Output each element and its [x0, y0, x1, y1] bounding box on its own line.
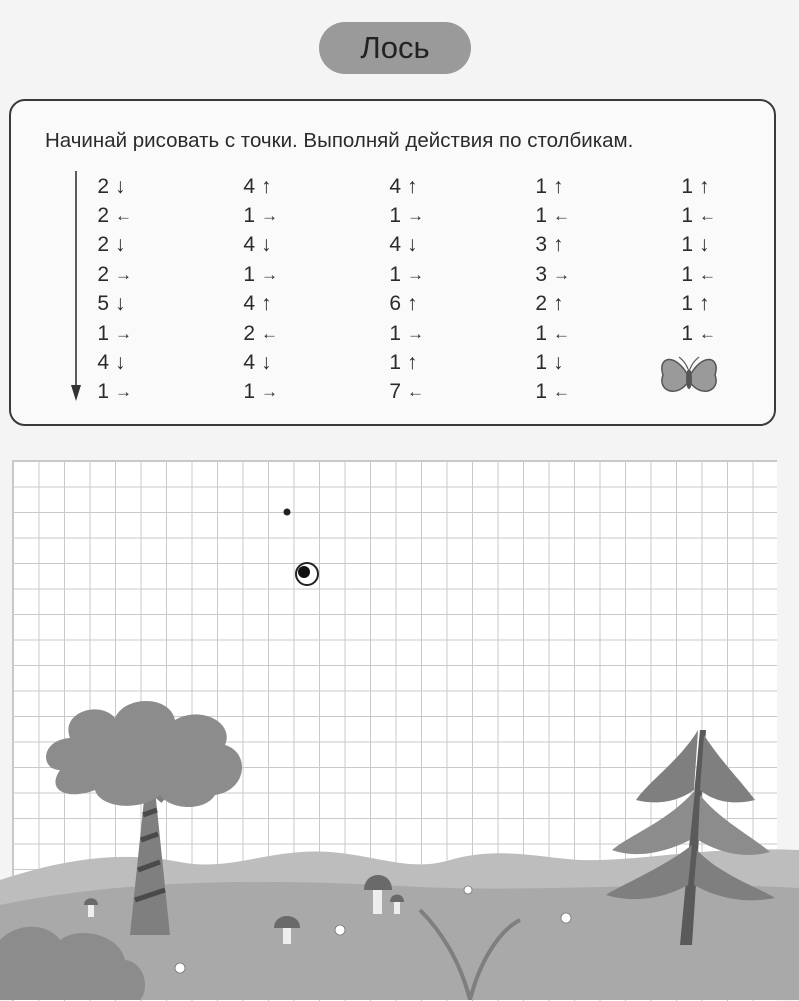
step-count: 2 — [535, 292, 547, 316]
arrow-right-icon: → — [261, 264, 278, 284]
step-item — [679, 290, 769, 319]
step-item — [387, 378, 477, 407]
arrow-right-icon: → — [407, 206, 424, 226]
step-item — [95, 231, 185, 260]
arrow-down-icon: ↓ — [115, 174, 126, 198]
arrow-down-icon: ↓ — [115, 351, 126, 375]
arrow-down-icon: ↓ — [261, 351, 272, 375]
step-count: 1 — [681, 204, 693, 228]
arrow-up-icon: ↑ — [553, 174, 564, 198]
step-count: 1 — [535, 380, 547, 404]
page-title: Лось — [319, 22, 471, 74]
arrow-down-icon: ↓ — [553, 351, 564, 375]
step-count: 6 — [389, 292, 401, 316]
arrow-down-icon: ↓ — [115, 292, 126, 316]
arrow-down-icon: ↓ — [115, 233, 126, 257]
step-item — [95, 378, 185, 407]
step-item — [95, 201, 185, 230]
step-count: 2 — [97, 233, 109, 257]
instructions-text: Начинай рисовать с точки. Выполняй действия по столбикам. — [45, 129, 634, 152]
step-count: 1 — [243, 262, 255, 286]
step-count: 4 — [97, 351, 109, 375]
arrow-left-icon: ← — [699, 206, 716, 226]
arrow-right-icon: → — [115, 264, 132, 284]
step-count: 1 — [389, 321, 401, 345]
arrow-left-icon: ← — [115, 206, 132, 226]
step-count: 1 — [243, 204, 255, 228]
step-item — [387, 319, 477, 348]
arrow-right-icon: → — [407, 323, 424, 343]
step-item — [241, 201, 331, 230]
instructions-box — [9, 99, 776, 426]
step-count: 1 — [389, 262, 401, 286]
arrow-up-icon: ↑ — [699, 292, 710, 316]
step-item — [679, 319, 769, 348]
arrow-right-icon: → — [553, 264, 570, 284]
arrow-right-icon: → — [115, 323, 132, 343]
step-count: 1 — [97, 380, 109, 404]
step-count: 1 — [681, 233, 693, 257]
arrow-right-icon: → — [115, 382, 132, 402]
step-column-4 — [533, 172, 623, 407]
step-count: 2 — [97, 262, 109, 286]
step-item — [95, 172, 185, 201]
arrow-left-icon: ← — [553, 206, 570, 226]
step-item — [533, 319, 623, 348]
step-count: 4 — [243, 174, 255, 198]
arrow-down-icon: ↓ — [407, 233, 418, 257]
arrow-up-icon: ↑ — [699, 174, 710, 198]
step-item — [241, 378, 331, 407]
step-count: 1 — [681, 262, 693, 286]
arrow-left-icon: ← — [553, 382, 570, 402]
step-count: 1 — [243, 380, 255, 404]
butterfly-icon — [655, 347, 723, 407]
step-item — [533, 201, 623, 230]
step-count: 4 — [389, 174, 401, 198]
arrow-left-icon: ← — [553, 323, 570, 343]
arrow-down-icon — [71, 171, 81, 401]
arrow-right-icon: → — [261, 382, 278, 402]
step-count: 2 — [97, 174, 109, 198]
step-item — [95, 348, 185, 377]
step-count: 1 — [681, 292, 693, 316]
step-item — [387, 348, 477, 377]
step-count: 1 — [681, 321, 693, 345]
step-item — [679, 201, 769, 230]
arrow-down-icon: ↓ — [261, 233, 272, 257]
step-item — [241, 231, 331, 260]
step-count: 3 — [535, 262, 547, 286]
step-item — [387, 201, 477, 230]
step-item — [387, 231, 477, 260]
arrow-left-icon: ← — [699, 323, 716, 343]
step-count: 4 — [243, 233, 255, 257]
step-item — [241, 260, 331, 289]
step-item — [95, 319, 185, 348]
step-column-2 — [241, 172, 331, 407]
step-count: 1 — [389, 204, 401, 228]
step-count: 1 — [389, 351, 401, 375]
step-column-5 — [679, 172, 769, 348]
step-item — [679, 260, 769, 289]
arrow-down-icon: ↓ — [699, 233, 710, 257]
step-count: 4 — [243, 351, 255, 375]
step-count: 4 — [243, 292, 255, 316]
step-count: 1 — [535, 174, 547, 198]
arrow-up-icon: ↑ — [261, 292, 272, 316]
arrow-up-icon: ↑ — [407, 292, 418, 316]
step-item — [241, 348, 331, 377]
step-count: 4 — [389, 233, 401, 257]
step-count: 2 — [243, 321, 255, 345]
step-count: 2 — [97, 204, 109, 228]
step-count: 1 — [535, 351, 547, 375]
step-count: 1 — [97, 321, 109, 345]
arrow-up-icon: ↑ — [407, 351, 418, 375]
step-count: 1 — [535, 204, 547, 228]
step-count: 3 — [535, 233, 547, 257]
step-item — [533, 378, 623, 407]
arrow-up-icon: ↑ — [407, 174, 418, 198]
arrow-up-icon: ↑ — [261, 174, 272, 198]
step-column-1 — [95, 172, 185, 407]
step-item — [533, 290, 623, 319]
step-item — [387, 260, 477, 289]
step-item — [533, 231, 623, 260]
eye-icon — [293, 560, 321, 588]
step-item — [241, 172, 331, 201]
start-dot-icon — [282, 507, 292, 517]
drawing-grid[interactable] — [12, 460, 777, 1001]
arrow-right-icon: → — [261, 206, 278, 226]
arrow-up-icon: ↑ — [553, 233, 564, 257]
step-count: 1 — [535, 321, 547, 345]
step-count: 1 — [681, 174, 693, 198]
step-count: 5 — [97, 292, 109, 316]
step-item — [533, 260, 623, 289]
step-item — [95, 260, 185, 289]
arrow-left-icon: ← — [407, 382, 424, 402]
step-item — [533, 348, 623, 377]
step-item — [241, 319, 331, 348]
step-item — [387, 172, 477, 201]
step-item — [533, 172, 623, 201]
step-count: 7 — [389, 380, 401, 404]
step-item — [679, 172, 769, 201]
step-column-3 — [387, 172, 477, 407]
arrow-right-icon: → — [407, 264, 424, 284]
arrow-left-icon: ← — [699, 264, 716, 284]
step-item — [679, 231, 769, 260]
step-item — [387, 290, 477, 319]
arrow-up-icon: ↑ — [553, 292, 564, 316]
step-item — [95, 290, 185, 319]
arrow-left-icon: ← — [261, 323, 278, 343]
step-item — [241, 290, 331, 319]
